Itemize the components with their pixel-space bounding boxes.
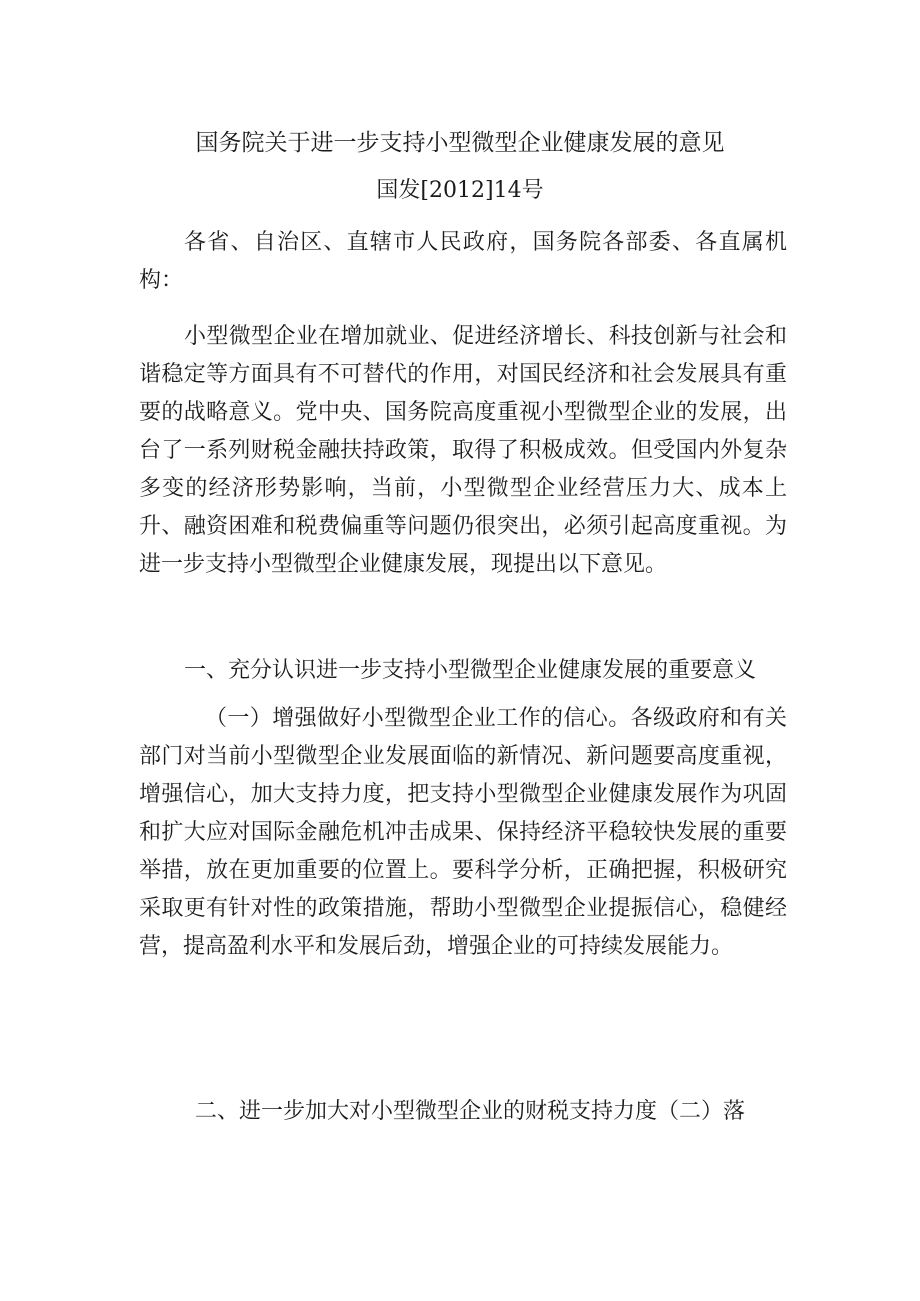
section-2-heading: 二、进一步加大对小型微型企业的财税支持力度（二）落 (195, 1099, 746, 1124)
document-number: 国发[2012]14号 (376, 178, 544, 203)
section-1-heading: 一、充分认识进一步支持小型微型企业健康发展的重要意义 (184, 658, 757, 683)
intro-paragraph: 小型微型企业在增加就业、促进经济增长、科技创新与社会和谐稳定等方面具有不可替代的作用，对国民经济和社会发展具有重要的战略意义。党中央、国务院高度重视小型微型企业的发展，出台了一系列财税金融扶持政策，取得了积极成效。但受国内外复杂多变的经济形势影响，当前，小型微型企业经营压力大、成本上升、融资困难和税费偏重等问题仍很突出，必须引起高度重视。为进一步支持小型微型企业健康发展，现提出以下意见。 (139, 324, 787, 577)
section-1-item-1-paragraph: （一）增强做好小型微型企业工作的信心。各级政府和有关部门对当前小型微型企业发展面临的新情况、新问题要高度重视，增强信心，加大支持力度，把支持小型微型企业健康发展作为巩固和扩大应对国际金融危机冲击成果、保持经济平稳较快发展的重要举措，放在更加重要的位置上。要科学分析，正确把握，积极研究采取更有针对性的政策措施，帮助小型微型企业提振信心，稳健经营，提高盈利水平和发展后劲，增强企业的可持续发展能力。 (139, 706, 787, 959)
salutation-paragraph: 各省、自治区、直辖市人民政府，国务院各部委、各直属机构： (139, 230, 787, 293)
document-title: 国务院关于进一步支持小型微型企业健康发展的意见 (195, 130, 725, 156)
